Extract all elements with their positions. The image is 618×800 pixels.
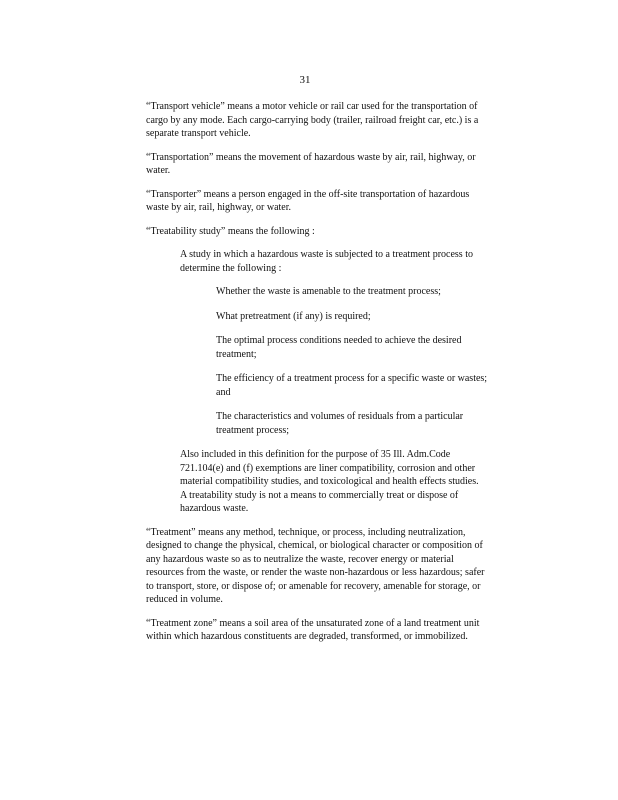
text-line: 721.104(e) and (f) exemptions are liner compatibility, corrosion and other <box>180 462 476 474</box>
text-line: and <box>216 386 231 398</box>
treatability-item <box>216 372 546 399</box>
text-line: “Treatment zone” means a soil area of the unsaturated zone of a land treatment unit <box>146 617 480 629</box>
text-line: The optimal process conditions needed to achieve the desired <box>216 335 462 346</box>
text-line: Also included in this definition for the purpose of 35 Ill. Adm.Code <box>180 449 451 460</box>
text-line: reduced in volume. <box>146 594 223 605</box>
treatability-item <box>216 285 546 299</box>
text-line: “Transportation” means the movement of hazardous waste by air, rail, highway, or <box>146 151 476 163</box>
definition-treatment <box>146 526 546 607</box>
text-line: The characteristics and volumes of residuals from a particular <box>216 411 464 422</box>
text-line: “Transporter” means a person engaged in the off-site transportation of hazardous <box>146 188 470 200</box>
text-line: cargo by any mode. Each cargo-carrying body (trailer, railroad freight car, etc.) is a <box>146 114 479 126</box>
text-line: treatment process; <box>216 424 290 436</box>
definition-transportation <box>146 151 546 178</box>
text-line: hazardous waste. <box>180 503 249 514</box>
text-line: treatment; <box>216 348 257 360</box>
treatability-intro <box>180 248 546 275</box>
text-line: within which hazardous constituents are degraded, transformed, or immobilized. <box>146 631 468 642</box>
definition-treatability-study <box>146 225 546 239</box>
text-line: What pretreatment (if any) is required; <box>216 310 371 322</box>
definition-treatment-zone <box>146 617 546 644</box>
text-line: “Treatability study” means the following : <box>146 225 315 237</box>
definition-transporter <box>146 188 546 215</box>
text-line: Whether the waste is amenable to the treatment process; <box>216 286 441 297</box>
treatability-item <box>216 410 546 437</box>
text-line: determine the following : <box>180 262 282 274</box>
text-line: resources from the waste, or render the waste non-hazardous or less hazardous; safer <box>146 567 485 578</box>
definition-transport-vehicle <box>146 100 546 141</box>
document-body <box>146 100 546 654</box>
text-line: “Transport vehicle” means a motor vehicle or rail car used for the transportation of <box>146 101 478 112</box>
text-line: A treatability study is not a means to commercially treat or dispose of <box>180 489 459 501</box>
text-line: designed to change the physical, chemical, or biological character or composition of <box>146 540 483 551</box>
treatability-item <box>216 334 546 361</box>
treatability-also-included <box>180 448 546 516</box>
text-line: waste by air, rail, highway, or water. <box>146 202 292 213</box>
text-line: to transport, store, or dispose of; or amenable for recovery, amenable for storage, or <box>146 580 481 592</box>
text-line: water. <box>146 165 171 176</box>
text-line: any hazardous waste so as to neutralize the waste, recover energy or material <box>146 553 454 565</box>
page-number: 31 <box>299 74 311 86</box>
text-line: material compatibility studies, and toxicological and health effects studies. <box>180 476 479 487</box>
text-line: separate transport vehicle. <box>146 128 251 139</box>
treatability-item <box>216 310 546 324</box>
text-line: “Treatment” means any method, technique, or process, including neutralization, <box>146 526 466 538</box>
text-line: The efficiency of a treatment process for a specific waste or wastes; <box>216 373 488 384</box>
text-line: A study in which a hazardous waste is subjected to a treatment process to <box>180 249 473 260</box>
